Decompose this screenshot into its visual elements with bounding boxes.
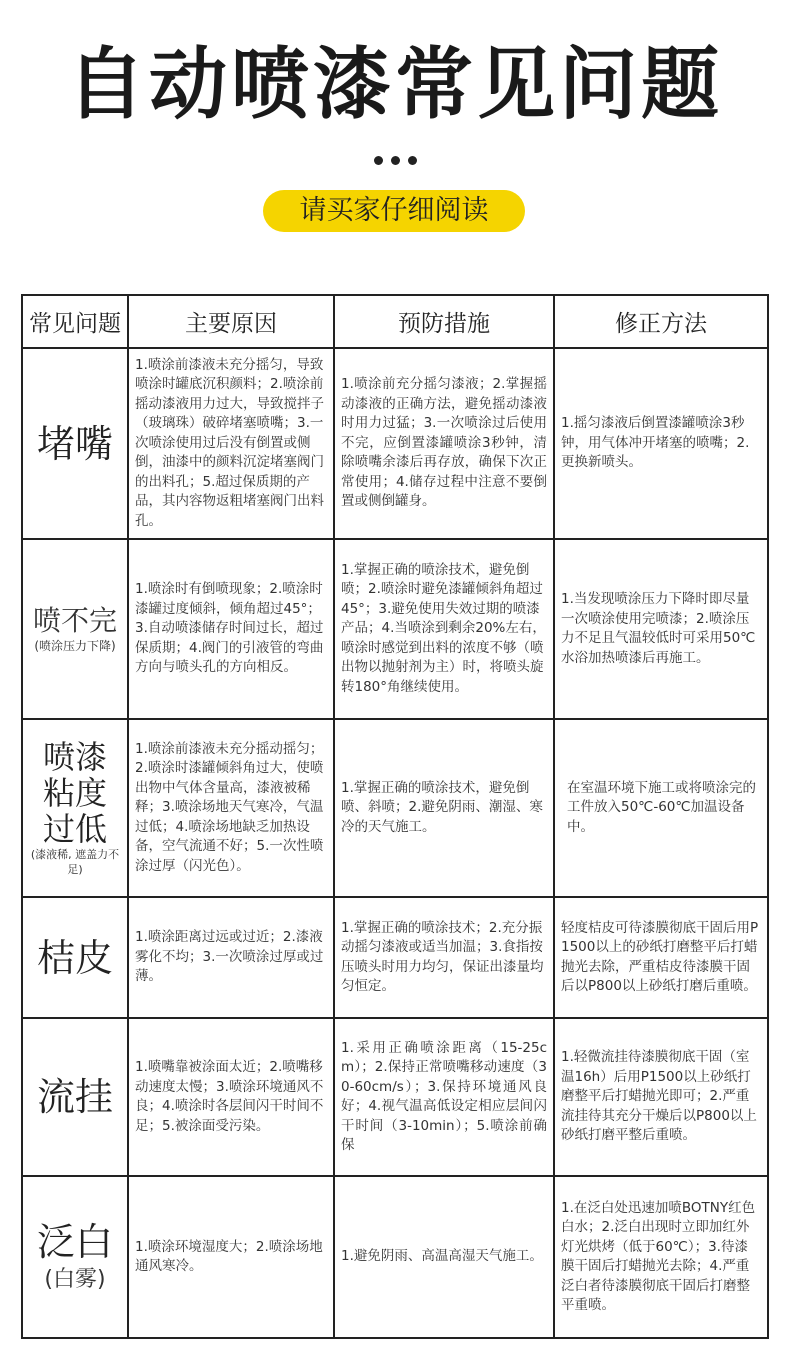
problem-cell: 流挂 [22,1018,128,1176]
fix-cell: 1.在泛白处迅速加喷BOTNY红色白水；2.泛白出现时立即加红外灯光烘烤（低于60℃）；3.待漆膜干固后打蜡抛光去除；4.严重泛白者待漆膜彻底干固后打磨整平重喷。 [554,1176,768,1338]
cause-cell: 1.喷涂环境湿度大；2.喷涂场地通风寒冷。 [128,1176,334,1338]
problem-cell: 喷漆粘度过低 (漆液稀, 遮盖力不足) [22,719,128,897]
header-prevention: 预防措施 [334,295,554,348]
prevention-cell: 1.掌握正确的喷涂技术，避免倒喷；2.喷涂时避免漆罐倾斜角超过45°；3.避免使用失效过期的喷漆产品；4.当喷涂到剩余20%左右，喷涂时感觉到出料的浓度不够（喷出物以抛射剂为主）时，将喷头旋转180°角继续使用。 [334,539,554,719]
prevention-cell: 1.喷涂前充分摇匀漆液；2.掌握摇动漆液的正确方法，避免摇动漆液时用力过猛；3.一次喷涂过后使用不完，应倒置漆罐喷涂3秒钟，清除喷嘴余漆后再存放，确保下次正常使用；4.储存过程中注意不要倒置或侧倒罐身。 [334,348,554,539]
faq-table [21,294,769,1339]
table-row [22,719,768,897]
subtitle-badge: 请买家仔细阅读 [263,190,525,232]
prevention-cell: 1.采用正确喷涂距离（15-25cm）；2.保持正常喷嘴移动速度（30-60cm/s）；3.保持环境通风良好；4.视气温高低设定相应层间闪干时间（3-10min）；5.喷涂前确保 [334,1018,554,1176]
dots-divider [0,150,790,169]
prevention-cell: 1.掌握正确的喷涂技术；2.充分振动摇匀漆液或适当加温；3.食指按压喷头时用力均匀，保证出漆量均匀恒定。 [334,897,554,1018]
header-problem: 常见问题 [22,295,128,348]
cause-cell: 1.喷嘴靠被涂面太近；2.喷嘴移动速度太慢；3.喷涂环境通风不良；4.喷涂时各层间闪干时间不足；5.被涂面受污染。 [128,1018,334,1176]
fix-cell: 1.摇匀漆液后倒置漆罐喷涂3秒钟，用气体冲开堵塞的喷嘴；2.更换新喷头。 [554,348,768,539]
fix-cell: 1.当发现喷涂压力下降时即尽量一次喷涂使用完喷漆；2.喷涂压力不足且气温较低时可采用50℃水浴加热喷漆后再施工。 [554,539,768,719]
table-row [22,348,768,539]
table-row [22,539,768,719]
table-row [22,1176,768,1338]
table-header-row [22,295,768,348]
prevention-cell: 1.掌握正确的喷涂技术，避免倒喷、斜喷；2.避免阴雨、潮湿、寒冷的天气施工。 [334,719,554,897]
cause-cell: 1.喷涂前漆液未充分摇匀，导致喷涂时罐底沉积颜料；2.喷涂前摇动漆液用力过大，导致搅拌子（玻璃珠）破碎堵塞喷嘴；3.一次喷涂使用过后没有倒置或侧倒，油漆中的颜料沉淀堵塞阀门的出料孔；5.超过保质期的产品，其内容物返粗堵塞阀门出料孔。 [128,348,334,539]
prevention-cell: 1.避免阴雨、高温高湿天气施工。 [334,1176,554,1338]
problem-cell: 喷不完 (喷涂压力下降) [22,539,128,719]
fix-cell: 轻度桔皮可待漆膜彻底干固后用P1500以上的砂纸打磨整平后打蜡抛光去除，严重桔皮待漆膜干固后以P800以上砂纸打磨后重喷。 [554,897,768,1018]
table-row [22,1018,768,1176]
cause-cell: 1.喷涂距离过远或过近；2.漆液雾化不均；3.一次喷涂过厚或过薄。 [128,897,334,1018]
fix-cell: 在室温环境下施工或将喷涂完的工件放入50℃-60℃加温设备中。 [554,719,768,897]
cause-cell: 1.喷涂前漆液未充分摇动摇匀；2.喷涂时漆罐倾斜角过大，使喷出物中气体含量高，漆液被稀释；3.喷涂场地天气寒冷，气温过低；4.喷涂场地缺乏加热设备，空气流通不好；5.一次性喷涂过厚（闪光色）。 [128,719,334,897]
cause-cell: 1.喷涂时有倒喷现象；2.喷涂时漆罐过度倾斜，倾角超过45°；3.自动喷漆储存时间过长，超过保质期；4.阀门的引液管的弯曲方向与喷头孔的方向相反。 [128,539,334,719]
problem-cell: 桔皮 [22,897,128,1018]
table-row [22,897,768,1018]
header-cause: 主要原因 [128,295,334,348]
page-title: 自动喷漆常见问题 [66,40,723,130]
fix-cell: 1.轻微流挂待漆膜彻底干固（室温16h）后用P1500以上砂纸打磨整平后打蜡抛光即可；2.严重流挂待其充分干燥后以P800以上砂纸打磨平整后重喷。 [554,1018,768,1176]
problem-cell: 堵嘴 [22,348,128,539]
problem-cell: 泛白 (白雾) [22,1176,128,1338]
header-fix: 修正方法 [554,295,768,348]
